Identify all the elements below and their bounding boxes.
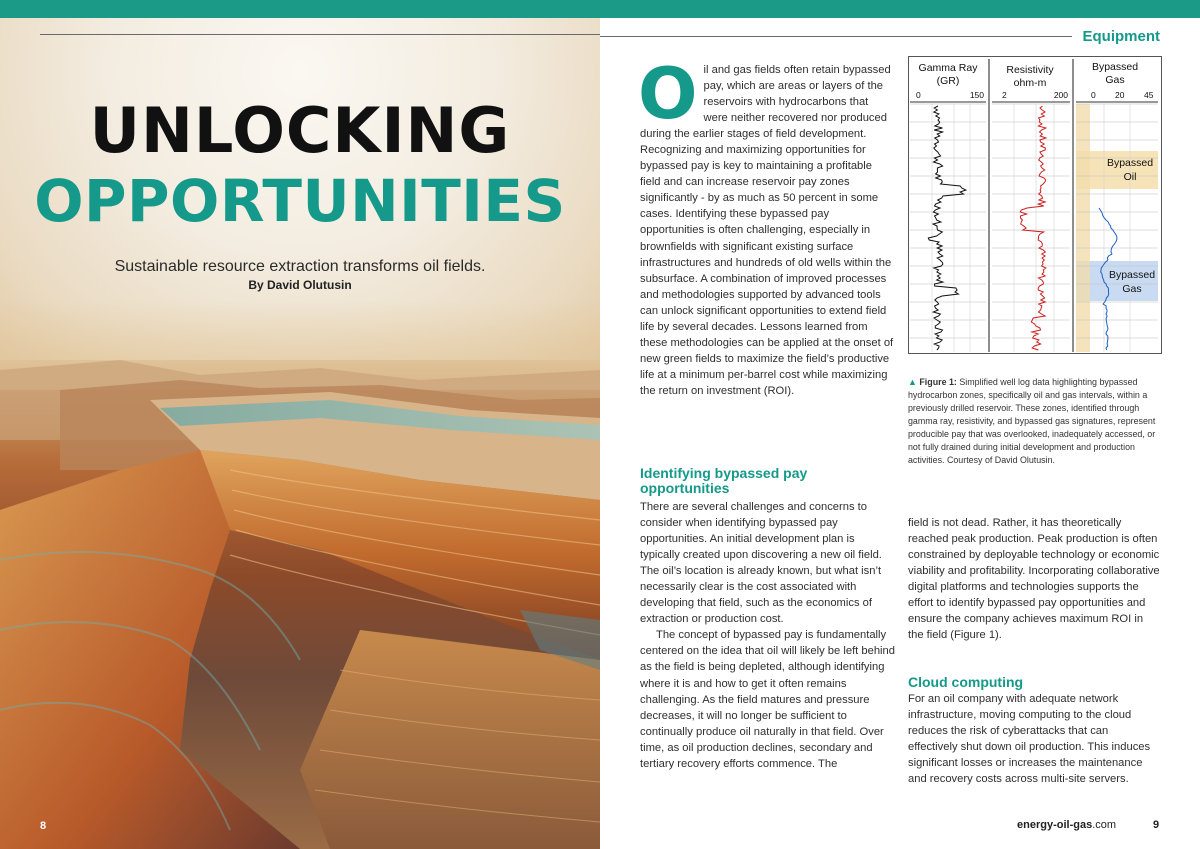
paragraph-cloud: For an oil company with adequate network infrastructure, moving computing to the cloud reduces the risk of cyberattacks that can effectively shut down oil production. This induces significant losses or increases the maintenance and recovery costs across multi-site servers. bbox=[908, 693, 1151, 786]
intro-paragraph: il and gas fields often retain bypassed pay, which are areas or layers of the reservoirs with hydrocarbons that were neither recovered nor produced during the earlier stages of field development. Recognizing and maximizing opportunities for bypassed pay is key to maintaining a profitable field and can increase reservoir pay zones significantly - by as much as 50 percent in some cases. Identifying these bypassed pay opportunities is often challenging, especially in brownfields with significant existing surface infrastructures and hundreds of old wells within the subsurface. A combination of improved processes and methodologies supported by advanced tools can unlock significant opportunities to extend field life by several decades. Lessons learned from these methodologies can be applied at the onset of new green fields to maximize the field’s productive life at a minimum per-barrel cost while maximizing the return on investment (ROI). bbox=[640, 64, 894, 397]
caption-text: Simplified well log data highlighting bypassed hydrocarbon zones, specifically oil and gas intervals, within a previously drilled reservoir. These zones, identified through gamma ray, resistivity, and bypassed gas signatures, represent producible pay that was overlooked, inadequately accessed, or not fully drained during initial development and production activities. Courtesy of David Olutusin. bbox=[908, 377, 1156, 465]
gas-title-1: Bypassed bbox=[1091, 61, 1139, 73]
top-accent-bar bbox=[0, 0, 600, 18]
paragraph-identifying-1: There are several challenges and concerns to consider when identifying bypassed pay opportunities. An initial development plan is typically created upon discovering a new oil field. The oil’s location is already known, but what isn’t necessarily clear is the cost associated with developing that field, such as the economics of extraction or production cost. bbox=[640, 501, 882, 626]
gamma-scale-min: 0 bbox=[916, 90, 921, 100]
page-number-left: 8 bbox=[40, 820, 47, 832]
caption-triangle-icon: ▲ bbox=[908, 377, 917, 387]
page-number-right: 9 bbox=[1153, 819, 1160, 831]
gas-scale-b: 20 bbox=[1115, 90, 1125, 100]
resistivity-scale-max: 200 bbox=[1053, 90, 1068, 100]
paragraph-continuation: field is not dead. Rather, it has theoretically reached peak production. Peak production is often constrained by deployable technology or economic viability and profitability. Incorporating collaborative digital platforms and technologies supports the effort to identify bypassed pay opportunities and ensure the company achieves maximum ROI in the field (Figure 1). bbox=[908, 517, 1160, 642]
header-rule-right bbox=[600, 36, 1072, 37]
right-page bbox=[600, 0, 1200, 849]
intro-column bbox=[638, 53, 895, 399]
caption-label: Figure 1: bbox=[919, 377, 957, 387]
gamma-ray-title-2: (GR) bbox=[936, 75, 960, 87]
canyon-landscape-image bbox=[0, 330, 600, 849]
zone-gas-label-2: Gas bbox=[1122, 283, 1142, 295]
website-url[interactable] bbox=[1017, 819, 1116, 831]
drop-cap: O bbox=[638, 53, 698, 135]
subhead-cloud-computing: Cloud computing bbox=[908, 674, 1024, 690]
paragraph-identifying-2: The concept of bypassed pay is fundamentally centered on the idea that oil will likely be left behind as the field is being depleted, although identifying where it is and how to get it often remains challenging. As the field matures and pressure decreases, it will no longer be sufficient to continually produce oil naturally in that field. Over time, as oil production declines, secondary and tertiary recovery efforts commence. The bbox=[640, 629, 895, 770]
top-accent-bar-right bbox=[600, 0, 1200, 18]
zone-gas-label-1: Bypassed bbox=[1108, 269, 1156, 281]
figure-caption bbox=[908, 376, 1158, 467]
headline-line-1: UNLOCKING bbox=[89, 94, 511, 167]
zone-oil-label-2: Oil bbox=[1123, 171, 1137, 183]
identifying-column bbox=[640, 499, 895, 772]
resistivity-title-1: Resistivity bbox=[1006, 64, 1054, 76]
section-label: Equipment bbox=[1082, 28, 1160, 45]
gas-scale-a: 0 bbox=[1091, 90, 1096, 100]
gamma-scale-max: 150 bbox=[969, 90, 984, 100]
continuation-column bbox=[908, 515, 1160, 643]
website-tld: .com bbox=[1092, 819, 1117, 831]
resistivity-title-2: ohm-m bbox=[1013, 77, 1047, 89]
cloud-column bbox=[908, 691, 1160, 787]
gamma-ray-title-1: Gamma Ray bbox=[918, 62, 978, 74]
website-domain: energy-oil-gas bbox=[1017, 819, 1093, 831]
zone-oil-label-1: Bypassed bbox=[1106, 157, 1154, 169]
article-subtitle: Sustainable resource extraction transforms oil fields. bbox=[114, 258, 486, 275]
well-log-figure bbox=[908, 56, 1162, 354]
article-byline: By David Olutusin bbox=[248, 278, 352, 292]
header-rule bbox=[40, 34, 600, 35]
headline-line-2: OPPORTUNITIES bbox=[34, 167, 566, 235]
subhead-identifying-bypassed-pay: Identifying bypassed pay opportunities bbox=[640, 465, 808, 496]
gas-title-2: Gas bbox=[1105, 74, 1125, 86]
gas-scale-c: 45 bbox=[1144, 90, 1154, 100]
resistivity-scale-min: 2 bbox=[1002, 90, 1007, 100]
